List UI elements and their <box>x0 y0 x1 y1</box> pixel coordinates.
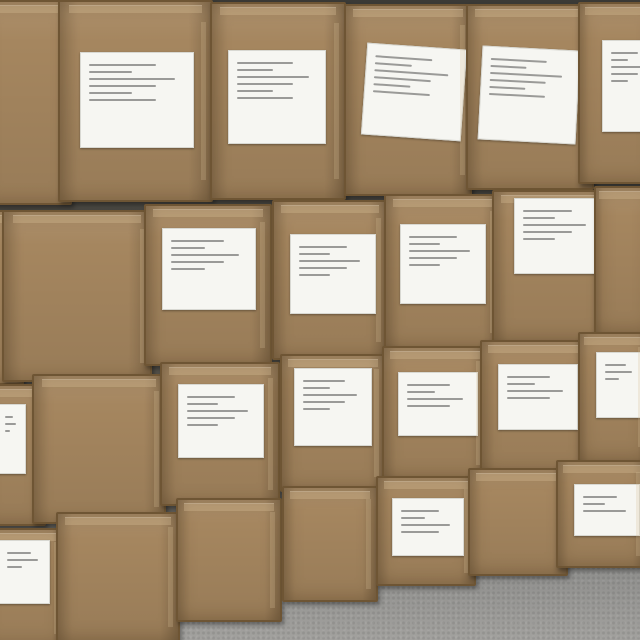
shipping-label <box>392 498 464 556</box>
box-r1-c4 <box>344 4 472 196</box>
box-r4-c3 <box>282 486 378 602</box>
shipping-label <box>228 50 326 144</box>
shipping-label <box>574 484 640 536</box>
box-r2-c6 <box>594 186 640 334</box>
box-r3-c3 <box>280 354 386 492</box>
shipping-label <box>400 224 486 304</box>
box-r4-c1 <box>56 512 180 640</box>
box-r1-c2 <box>58 0 213 202</box>
shipping-label <box>80 52 194 148</box>
shipping-label <box>290 234 376 314</box>
box-r2-c5 <box>492 190 608 342</box>
shipping-label <box>162 228 256 310</box>
box-r2-c1 <box>2 210 152 382</box>
shipping-label <box>361 43 467 142</box>
shipping-label <box>294 368 372 446</box>
box-r3-c5 <box>480 340 590 474</box>
box-r3-c4 <box>382 346 488 480</box>
box-r4-c5 <box>468 468 568 576</box>
shipping-label <box>0 540 50 604</box>
box-r1-c6 <box>578 2 640 184</box>
shipping-label <box>398 372 478 436</box>
box-r4-c2 <box>176 498 282 622</box>
box-r2-c2 <box>144 204 272 366</box>
shipping-label <box>514 198 602 274</box>
box-r4-c6 <box>556 460 640 568</box>
shipping-label <box>178 384 264 458</box>
box-r2-c4 <box>384 194 502 350</box>
shipping-label <box>0 404 26 474</box>
box-r3-c2 <box>160 362 280 506</box>
box-r2-c3 <box>272 200 388 360</box>
shipping-label <box>498 364 578 430</box>
box-r1-c3 <box>210 2 346 200</box>
box-r3-c1 <box>32 374 166 524</box>
box-r4-c4 <box>376 476 476 586</box>
shipping-label <box>478 45 581 144</box>
shipping-label <box>596 352 640 418</box>
box-r3-c6 <box>578 332 640 462</box>
shipping-label <box>602 40 640 132</box>
box-r1-c5 <box>466 4 594 190</box>
